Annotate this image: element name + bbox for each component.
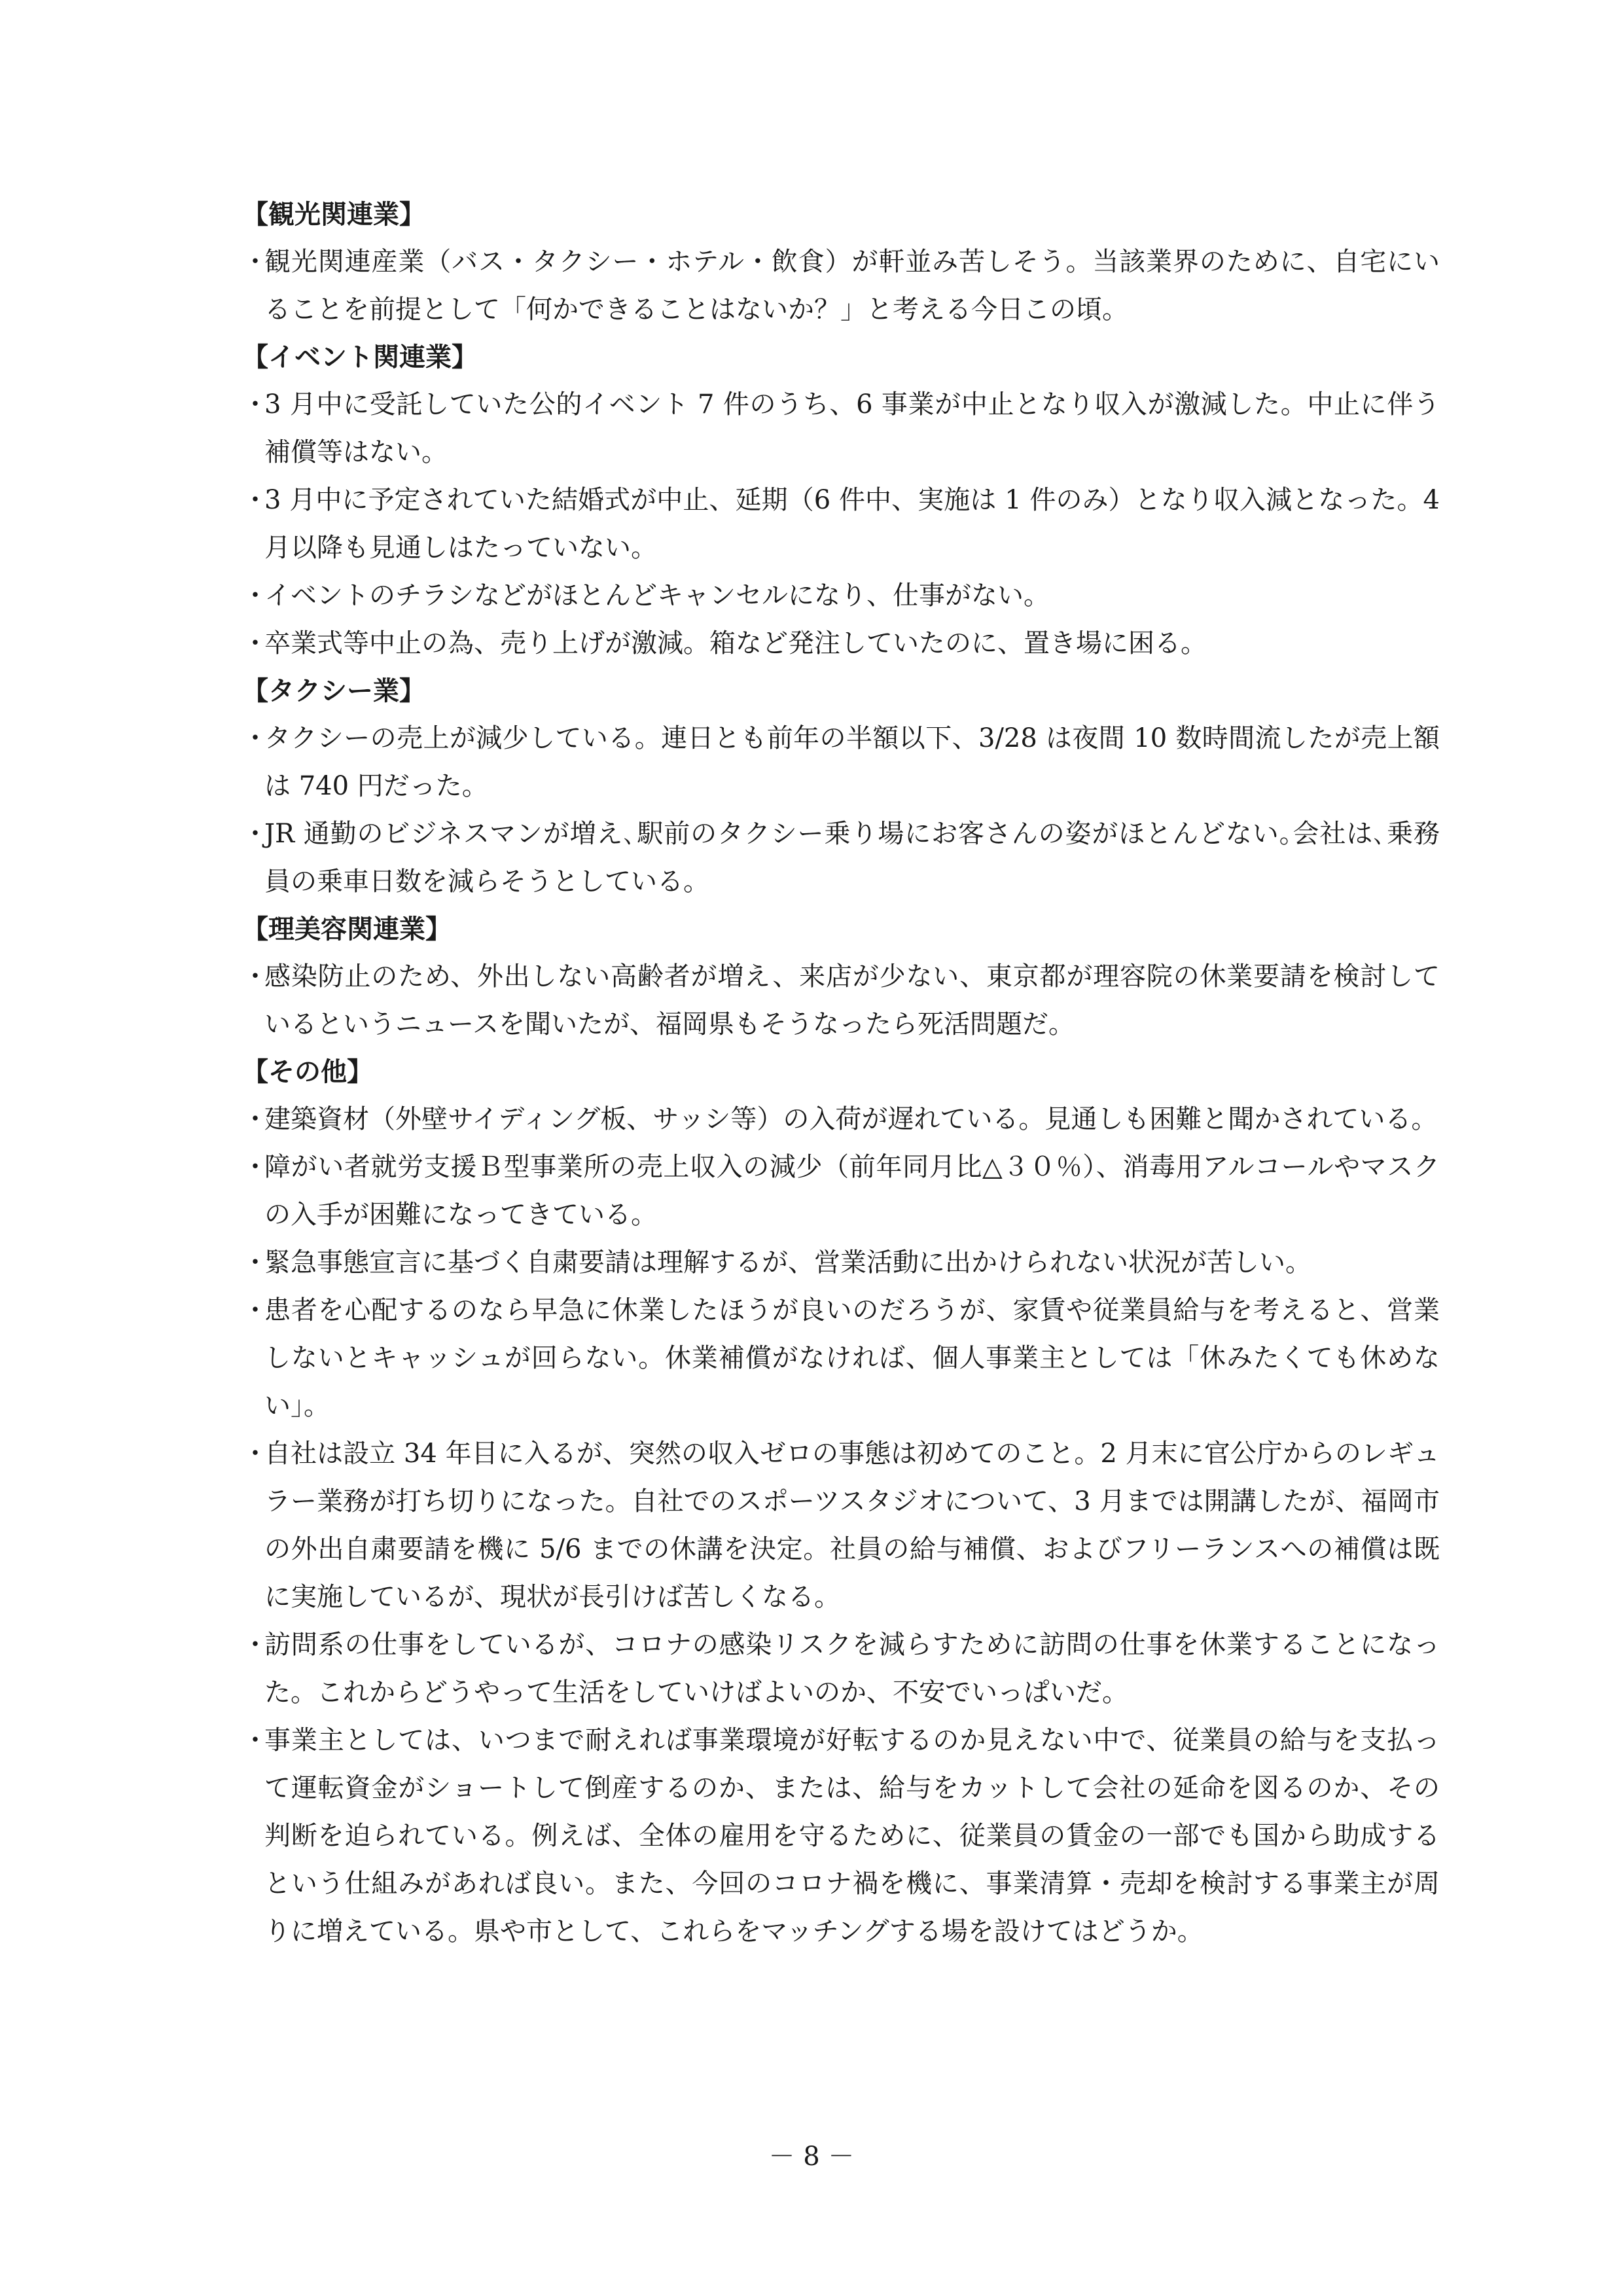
bullet-mark: ・ xyxy=(242,1295,268,1325)
list-item-text: 建築資材（外壁サイディング板、サッシ等）の入荷が遅れている。見通しも困難と聞かされている。 xyxy=(264,1104,1438,1134)
list-item-text: JR 通勤のビジネスマンが増え､駅前のタクシー乗り場にお客さんの姿がほとんどない｡会社は､乗務員の乗車日数を減らそうとしている。 xyxy=(264,819,1440,897)
section xyxy=(242,334,1440,668)
list-item xyxy=(242,476,1440,572)
bullet-mark: ・ xyxy=(242,1104,268,1134)
bullet-mark: ・ xyxy=(242,1152,268,1182)
list-item-text: 3 月中に予定されていた結婚式が中止、延期（6 件中、実施は 1 件のみ）となり収入減となった。4 月以降も見通しはたっていない。 xyxy=(264,485,1440,563)
list-item-text: 訪問系の仕事をしているが、コロナの感染リスクを減らすために訪問の仕事を休業することになった。これからどうやって生活をしていけばよいのか、不安でいっぱいだ。 xyxy=(264,1630,1440,1708)
list-item xyxy=(242,572,1440,620)
list-item-text: 緊急事態宣言に基づく自粛要請は理解するが、営業活動に出かけられない状況が苦しい。 xyxy=(264,1247,1311,1278)
list-item-text: 感染防止のため、外出しない高齢者が増え、来店が少ない、東京都が理容院の休業要請を検討しているというニュースを聞いたが、福岡県もそうなったら死活問題だ。 xyxy=(264,961,1440,1039)
list-item-text: 障がい者就労支援Ｂ型事業所の売上収入の減少（前年同月比△３０％）、消毒用アルコールやマスクの入手が困難になってきている。 xyxy=(264,1152,1440,1230)
list-item xyxy=(242,1096,1440,1143)
list-item xyxy=(242,810,1440,906)
section xyxy=(242,906,1440,1049)
list-item-text: 事業主としては、いつまで耐えれば事業環境が好転するのか見えない中で、従業員の給与を支払って運転資金がショートして倒産するのか、または、給与をカットして会社の延命を図るのか、その判断を迫られている。例えば、全体の雇用を守るために、従業員の賃金の一部でも国から助成するという仕組みがあれば良い。また、今回のコロナ禍を機に、事業清算・売却を検討する事業主が周りに増えている。県や市として、これらをマッチングする場を設けてはどうか。 xyxy=(264,1725,1440,1946)
list-item xyxy=(242,1717,1440,1956)
bullet-mark: ・ xyxy=(242,485,268,515)
list-item-text: イベントのチラシなどがほとんどキャンセルになり、仕事がない。 xyxy=(264,581,1050,611)
bullet-mark: ・ xyxy=(242,1725,268,1755)
section-heading: 【その他】 xyxy=(242,1057,373,1087)
list-item-text: 3 月中に受託していた公的イベント 7 件のうち、6 事業が中止となり収入が激減した。中止に伴う補償等はない。 xyxy=(264,389,1440,467)
bullet-mark: ・ xyxy=(242,819,268,849)
list-item xyxy=(242,1287,1440,1430)
list-item-text: タクシーの売上が減少している。連日とも前年の半額以下、3/28 は夜間 10 数時間流したが売上額は 740 円だった。 xyxy=(264,723,1440,801)
bullet-mark: ・ xyxy=(242,723,268,753)
bullet-mark: ・ xyxy=(242,247,268,277)
section-heading: 【イベント関連業】 xyxy=(242,342,478,372)
bullet-mark: ・ xyxy=(242,1630,268,1660)
list-item xyxy=(242,715,1440,810)
section-heading: 【タクシー業】 xyxy=(242,676,425,706)
list-item xyxy=(242,381,1440,476)
bullet-mark: ・ xyxy=(242,628,268,658)
bullet-mark: ・ xyxy=(242,1247,268,1278)
list-item xyxy=(242,1621,1440,1717)
list-item-text: 患者を心配するのなら早急に休業したほうが良いのだろうが、家賃や従業員給与を考えると、営業しないとキャッシュが回らない。休業補償がなければ、個人事業主としては「休みたくても休めない」。 xyxy=(264,1295,1440,1421)
section-heading: 【観光関連業】 xyxy=(242,200,425,230)
list-item-text: 観光関連産業（バス・タクシー・ホテル・飲食）が軒並み苦しそう。当該業界のために、自宅にいることを前提として「何かできることはないか？」と考える今日この頃。 xyxy=(264,247,1440,325)
bullet-mark: ・ xyxy=(242,1439,268,1469)
list-item xyxy=(242,620,1440,668)
document-body xyxy=(242,191,1440,1956)
list-item xyxy=(242,1143,1440,1239)
bullet-mark: ・ xyxy=(242,581,268,611)
list-item xyxy=(242,953,1440,1049)
bullet-mark: ・ xyxy=(242,961,268,992)
list-item xyxy=(242,1239,1440,1287)
list-item xyxy=(242,238,1440,334)
section-heading: 【理美容関連業】 xyxy=(242,914,452,944)
section xyxy=(242,668,1440,906)
section xyxy=(242,1049,1440,1956)
list-item-text: 卒業式等中止の為、売り上げが激減。箱など発注していたのに、置き場に困る。 xyxy=(264,628,1207,658)
bullet-mark: ・ xyxy=(242,389,268,420)
section xyxy=(242,191,1440,334)
list-item-text: 自社は設立 34 年目に入るが、突然の収入ゼロの事態は初めてのこと。2 月末に官公庁からのレギュラー業務が打ち切りになった。自社でのスポーツスタジオについて、3 月までは開講したが、福岡市の外出自粛要請を機に 5/6 までの休講を決定。社員の給与補償、およびフリーランスへの補償は既に実施しているが、現状が長引けば苦しくなる。 xyxy=(264,1439,1440,1612)
page-number: － 8 － xyxy=(768,2142,855,2172)
list-item xyxy=(242,1430,1440,1621)
